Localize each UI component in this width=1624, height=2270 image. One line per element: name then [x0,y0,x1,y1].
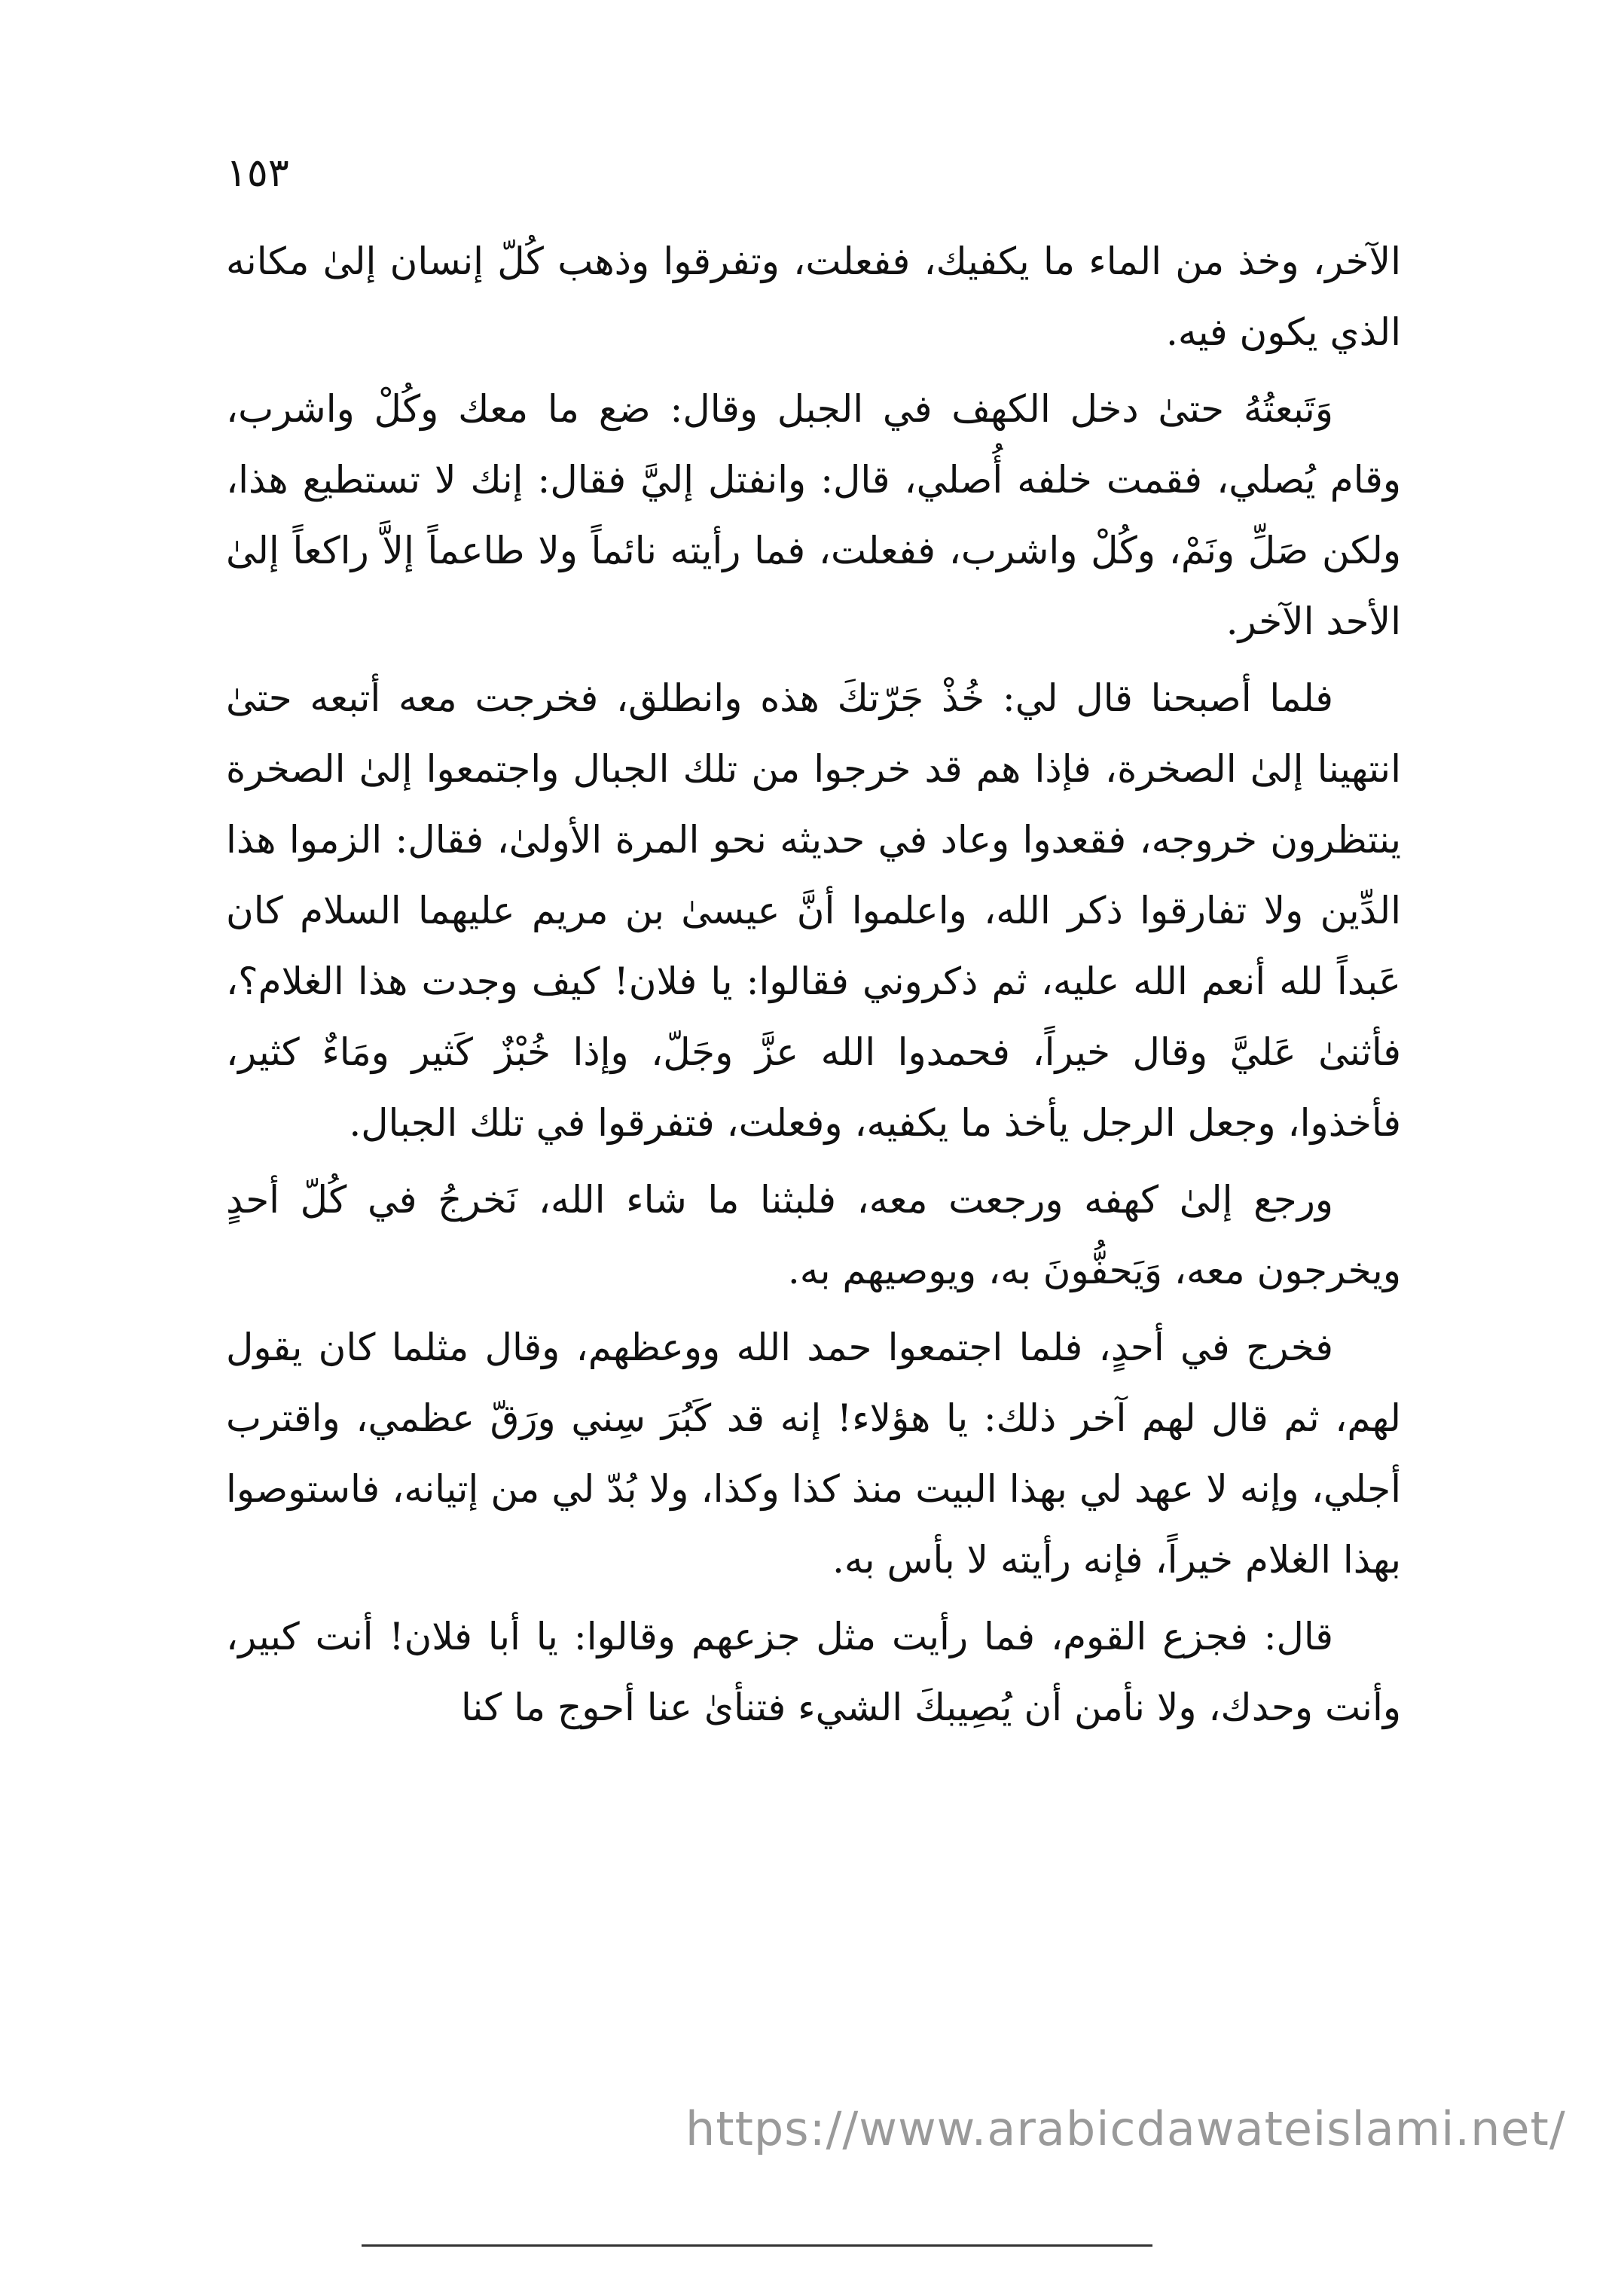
paragraph-6: قال: فجزع القوم، فما رأيت مثل جزعهم وقالوا: يا أبا فلان! أنت كبير، وأنت وحدك، ولا نأمن أن يُصِيبكَ الشيء فتنأىٰ عنا أحوج ما كنا [226,1615,1401,1729]
body-text [226,226,1401,1749]
paragraph-1: الآخر، وخذ من الماء ما يكفيك، ففعلت، وتفرقوا وذهب كُلّ إنسان إلىٰ مكانه الذي يكون فيه. [226,240,1401,354]
paragraph-5: فخرج في أحدٍ، فلما اجتمعوا حمد الله ووعظهم، وقال مثلما كان يقول لهم، ثم قال لهم آخر ذلك: يا هؤلاء! إنه قد كَبُرَ سِني ورَقّ عظمي، واقترب أجلي، وإنه لا عهد لي بهذا البيت منذ كذا وكذا، ولا بُدّ لي من إتيانه، فاستوصوا بهذا الغلام خيراً، فإنه رأيته لا بأس به. [226,1326,1401,1582]
paragraph-2: وَتَبعتُهُ حتىٰ دخل الكهف في الجبل وقال: ضع ما معك وكُلْ واشرب، وقام يُصلي، فقمت خلفه أُصلي، قال: وانفتل إليَّ فقال: إنك لا تستطيع هذا، ولكن صَلِّ ونَمْ، وكُلْ واشرب، ففعلت، فما رأيته نائماً ولا طاعماً إلاَّ راكعاً إلىٰ الأحد الآخر. [226,387,1401,643]
paragraph-3: فلما أصبحنا قال لي: خُذْ جَرّتكَ هذه وانطلق، فخرجت معه أتبعه حتىٰ انتهينا إلىٰ الصخرة، فإذا هم قد خرجوا من تلك الجبال واجتمعوا إلىٰ الصخرة ينتظرون خروجه، فقعدوا وعاد في حديثه نحو المرة الأولىٰ، فقال: الزموا هذا الدِّين ولا تفارقوا ذكر الله، واعلموا أنَّ عيسىٰ بن مريم عليهما السلام كان عَبداً لله أنعم الله عليه، ثم ذكروني فقالوا: يا فلان! كيف وجدت هذا الغلام؟، فأثنىٰ عَليَّ وقال خيراً، فحمدوا الله عزَّ وجَلّ، وإذا خُبْزٌ كَثير ومَاءٌ كثير، فأخذوا، وجعل الرجل يأخذ ما يكفيه، وفعلت، فتفرقوا في تلك الجبال. [226,676,1401,1145]
bottom-divider [362,2244,1152,2247]
page-number: ١٥٣ [226,151,289,196]
watermark-url: https://www.arabicdawateislami.net/ [685,2101,1566,2156]
paragraph-4: ورجع إلىٰ كهفه ورجعت معه، فلبثنا ما شاء الله، نَخرجُ في كُلّ أحدٍ ويخرجون معه، وَيَحفُّونَ به، ويوصيهم به. [226,1178,1401,1292]
